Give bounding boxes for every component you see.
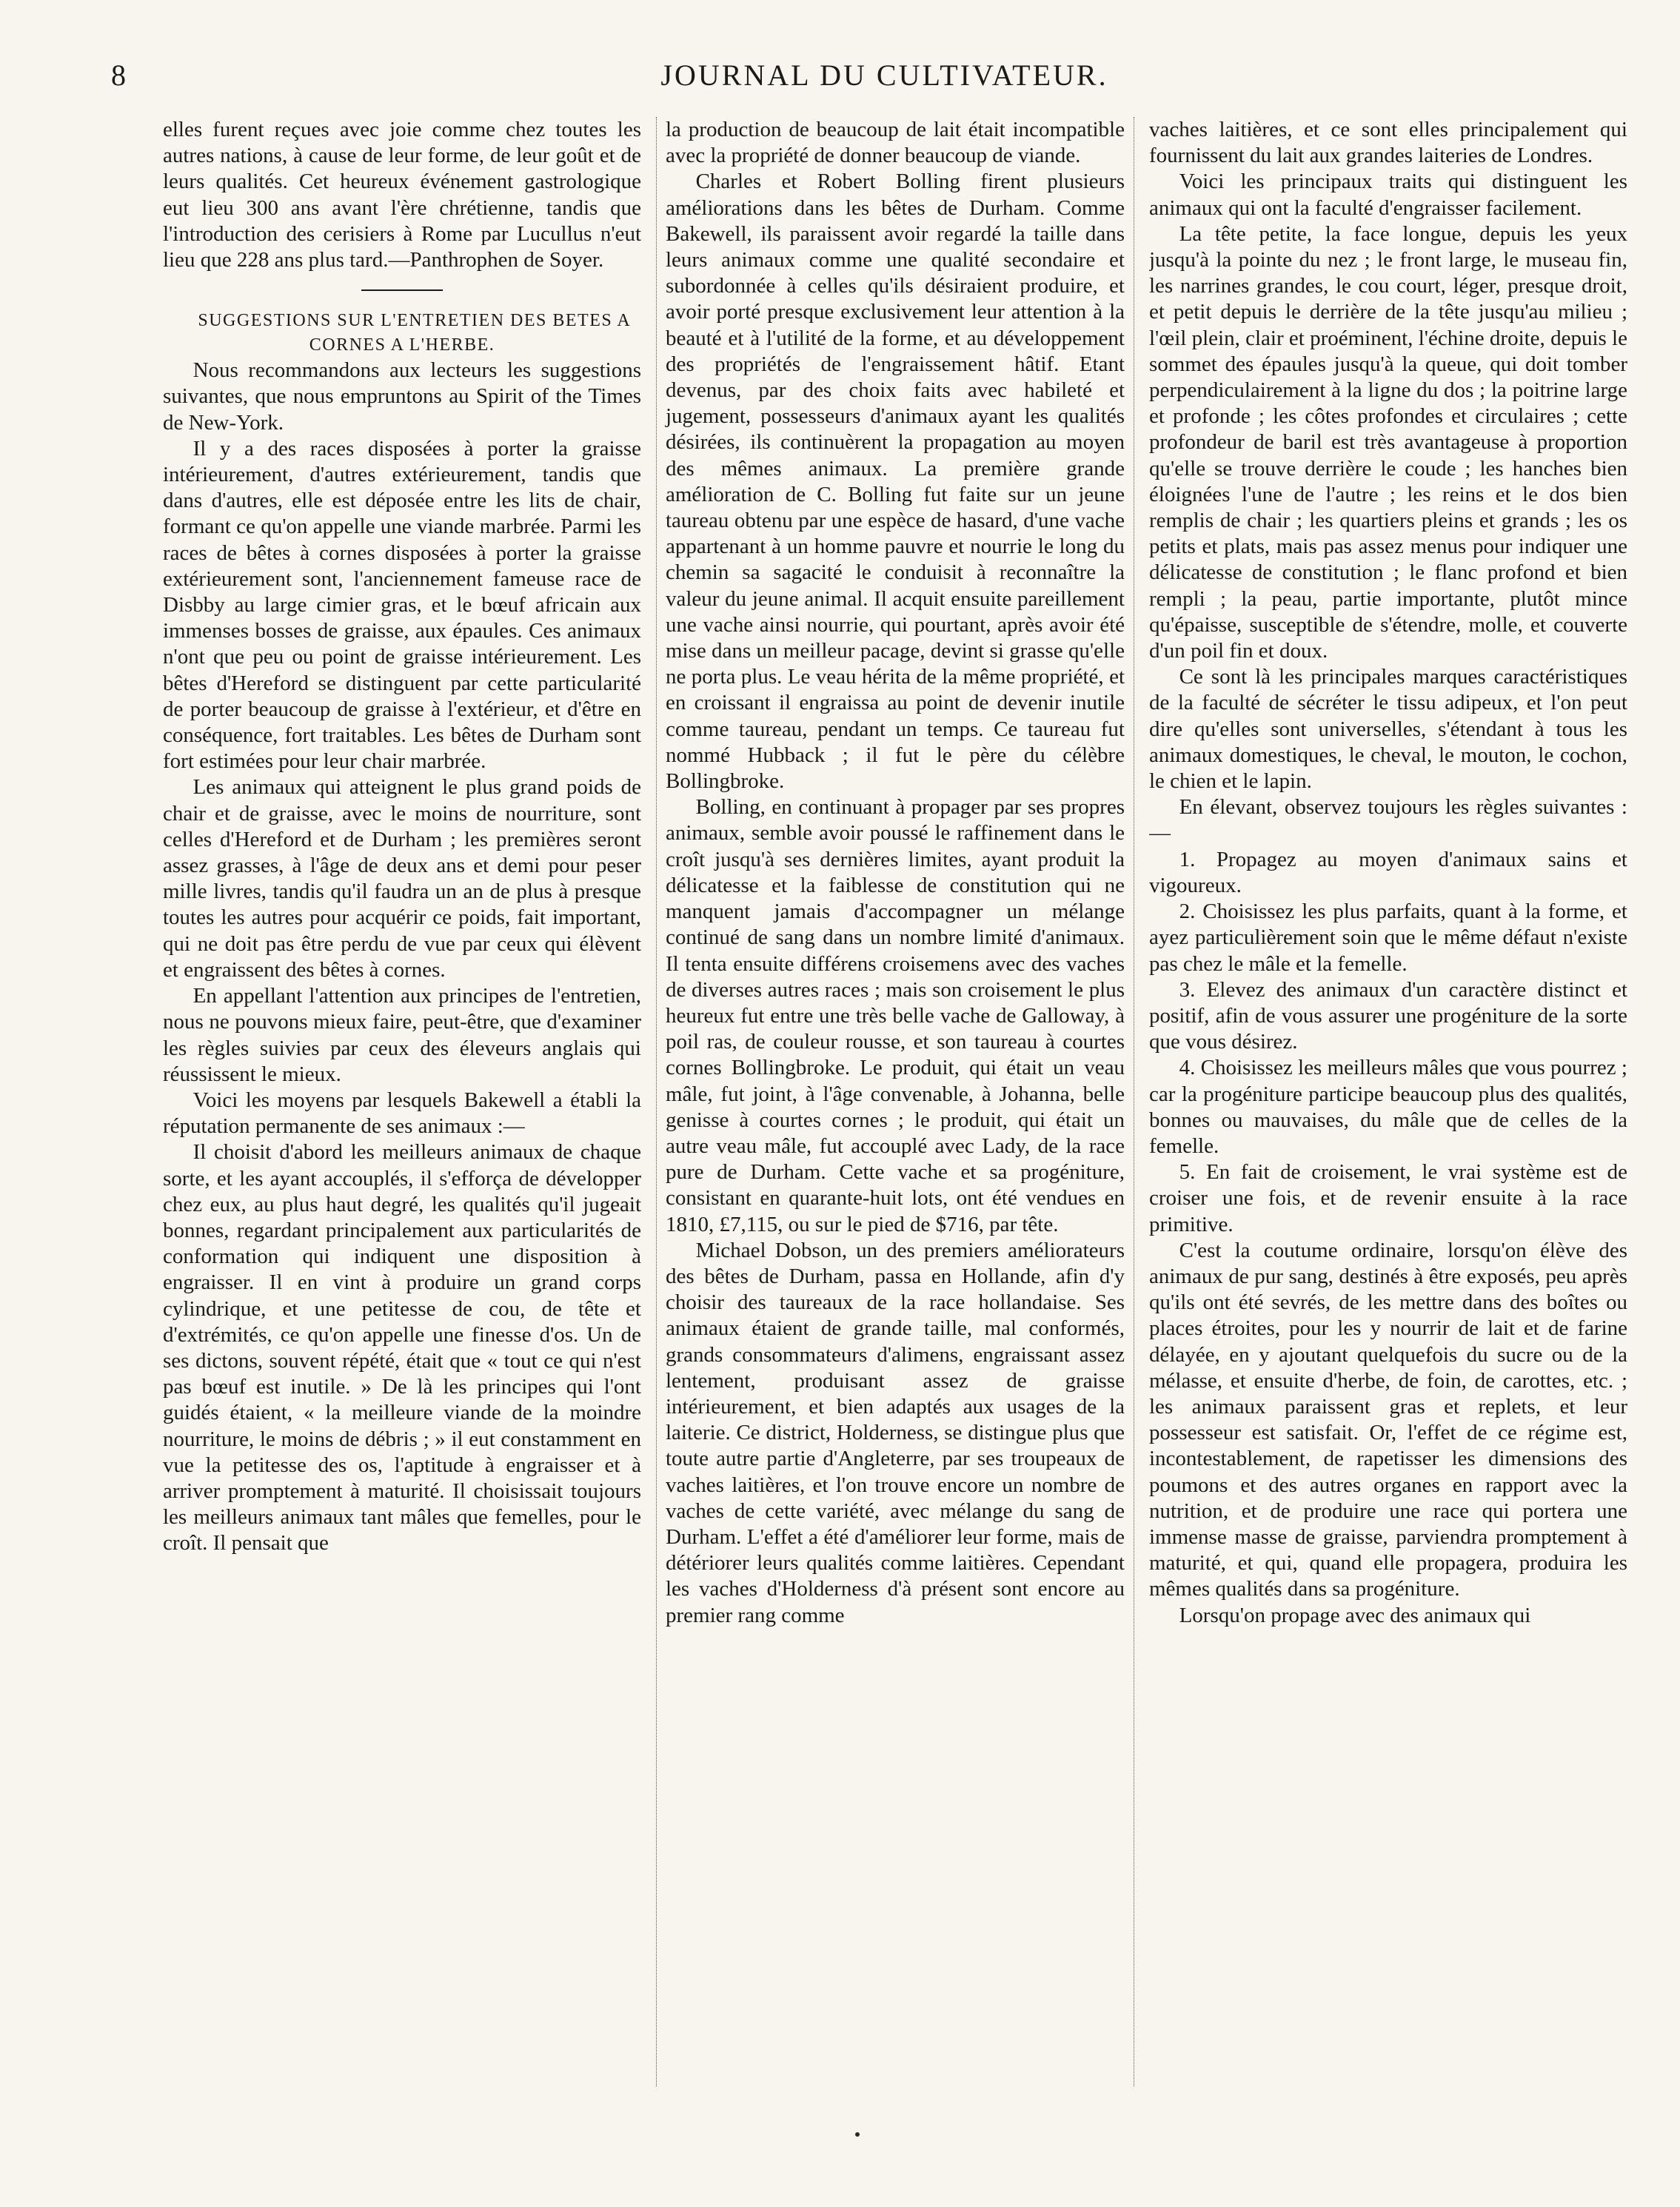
paragraph: la production de beaucoup de lait était incompatible avec la propriété de donner beaucoup de viande. bbox=[666, 118, 1125, 168]
paragraph: Il choisit d'abord les meilleurs animaux de chaque sorte, et les ayant accouplés, il s'efforça de développer chez eux, au plus haut degré, les qualités qu'il jugeait bonnes, regardant principalement aux particularités de conformation qui indiquent une disposition à engraisser. Il en vint à produire un grand corps cylindrique, et une petitesse de cou, de tête et d'extrémités, ce qu'on appelle une finesse d'os. Un de ses dictons, souvent répété, était que « tout ce qui n'est pas bœuf est inutile. » De là les principes qui l'ont guidés étaient, « la meilleure viande de la moindre nourriture, le moins de débris ; » il eut constamment en vue la petitesse des os, l'aptitude à engraisser et à arriver promptement à maturité. Il choisissait toujours les meilleurs animaux tant mâles que femelles, pour le croît. Il pensait que bbox=[163, 1140, 641, 1555]
rule-item: 5. En fait de croisement, le vrai système est de croiser une fois, et de revenir ensuite à la race primitive. bbox=[1149, 1160, 1627, 1236]
print-speck bbox=[855, 2132, 860, 2137]
section-heading: SUGGESTIONS SUR L'ENTRETIEN DES BETES A CORNES A L'HERBE. bbox=[198, 311, 632, 355]
page-number: 8 bbox=[111, 58, 127, 92]
rule-item: 2. Choisissez les plus parfaits, quant à la forme, et ayez particulièrement soin que le même défaut n'existe pas chez le mâle et la femelle. bbox=[1149, 900, 1627, 976]
section-divider bbox=[361, 289, 443, 291]
paragraph: Il y a des races disposées à porter la graisse intérieurement, d'autres extérieurement, tandis que dans d'autres, elle est déposée entre les lits de chair, formant ce qu'on appelle une viande marbrée. Parmi les races de bêtes à cornes disposées à porter la graisse extérieurement sont, l'anciennement fameuse race de Disbby au large cimier gras, et le bœuf africain aux immenses bosses de graisse, aux épaules. Ces animaux n'ont que peu ou point de graisse intérieurement. Les bêtes d'Hereford se distinguent par cette particularité de porter beaucoup de graisse à l'extérieur, et d'être en conséquence, fort traitables. Les bêtes de Durham sont fort estimées pour leur chair marbrée. bbox=[163, 436, 641, 774]
journal-title: JOURNAL DU CULTIVATEUR. bbox=[660, 58, 1108, 92]
page-header bbox=[111, 58, 1628, 99]
paragraph: Charles et Robert Bolling firent plusieurs améliorations dans les bêtes de Durham. Comme Bakewell, ils paraissent avoir regardé la taille dans leurs animaux comme une qualité secondaire et subordonnée à celles qu'ils désiraient produire, et avoir porté presque exclusivement leur attention à la beauté et à l'utilité de la forme, et au développement des propriétés de l'engraissement hâtif. Etant devenus, par des choix faits avec habileté et jugement, possesseurs d'animaux ayant les qualités désirées, ils continuèrent la propagation au moyen des mêmes animaux. La première grande amélioration de C. Bolling fut faite sur un jeune taureau obtenu par une espèce de hasard, d'une vache appartenant à un homme pauvre et nourrie le long du chemin sa sagacité le conduisit à reconnaître la valeur du jeune animal. Il acquit ensuite pareillement une vache ainsi nourrie, qui pourtant, après avoir été mise dans un meilleur pacage, devint si grasse qu'elle ne porta plus. Le veau hérita de la même propriété, et en croissant il engraissa au point de devenir inutile comme taureau, pendant un temps. Ce taureau fut nommé Hubback ; il fut le père du célèbre Bollingbroke. bbox=[666, 170, 1125, 794]
paragraph: Voici les moyens par lesquels Bakewell a établi la réputation permanente de ses animaux :— bbox=[163, 1088, 641, 1139]
paragraph: C'est la coutume ordinaire, lorsqu'on élève des animaux de pur sang, destinés à être exposés, peu après qu'ils ont été sevrés, de les mettre dans des boîtes ou places étroites, pour les y nourrir de lait et de farine délayée, en y ajoutant quelquefois du sucre ou de la mélasse, et ensuite d'herbe, de foin, de carottes, etc. ; les animaux paraissent gras et replets, et leur possesseur est satisfait. Or, l'effet de ce régime est, incontestablement, de rapetisser les dimensions des poumons et des autres organes en rapport avec la nutrition, et de produire une race qui portera une immense masse de graisse, parviendra promptement à maturité, et qui, quand elle propagera, produira les mêmes qualités dans sa progéniture. bbox=[1149, 1238, 1627, 1601]
paragraph: Voici les principaux traits qui distinguent les animaux qui ont la faculté d'engraisser facilement. bbox=[1149, 170, 1627, 220]
paragraph: Michael Dobson, un des premiers améliorateurs des bêtes de Durham, passa en Hollande, afin d'y choisir des taureaux de la race hollandaise. Ses animaux étaient de grande taille, mal conformés, grands consommateurs d'alimens, engraissant assez lentement, produisant assez de graisse intérieurement, et bien adaptés aux usages de la laiterie. Ce district, Holderness, se distingue plus que toute autre partie d'Angleterre, par ses troupeaux de vaches laitières, et l'on trouve encore un nombre de vaches de cette variété, avec mélange du sang de Durham. L'effet a été d'améliorer leur forme, mais de détériorer leurs qualités comme laitières. Cependant les vaches d'Holderness d'à présent sont encore au premier rang comme bbox=[666, 1238, 1125, 1627]
rule-item: 3. Elevez des animaux d'un caractère distinct et positif, afin de vous assurer une progéniture de la sorte que vous désirez. bbox=[1149, 977, 1627, 1054]
paragraph: Les animaux qui atteignent le plus grand poids de chair et de graisse, avec le moins de nourriture, sont celles d'Hereford et de Durham ; les premières seront assez grasses, à l'âge de deux ans et demi pour peser mille livres, tandis qu'il faudra un an de plus à presque toutes les autres pour acquérir ce poids, fait important, qui ne doit pas être perdu de vue par ceux qui élèvent et engraissent des bêtes à cornes. bbox=[163, 775, 641, 982]
rule-item: 4. Choisissez les meilleurs mâles que vous pourrez ; car la progéniture participe beaucoup plus des qualités, bonnes ou mauvaises, du mâle que de celles de la femelle. bbox=[1149, 1056, 1627, 1158]
column-1 bbox=[163, 117, 641, 2086]
paragraph: En élevant, observez toujours les règles suivantes :— bbox=[1149, 795, 1627, 845]
paragraph: Lorsqu'on propage avec des animaux qui bbox=[1179, 1603, 1531, 1627]
paragraph: vaches laitières, et ce sont elles principalement qui fournissent du lait aux grandes laiteries de Londres. bbox=[1149, 118, 1627, 168]
article-columns bbox=[163, 117, 1628, 2086]
column-3 bbox=[1149, 117, 1627, 2086]
rule-item: 1. Propagez au moyen d'animaux sains et vigoureux. bbox=[1149, 847, 1627, 897]
paragraph: En appellant l'attention aux principes de l'entretien, nous ne pouvons mieux faire, peut-être, que d'examiner les règles suivies par ceux des éleveurs anglais qui réussissent le mieux. bbox=[163, 984, 641, 1086]
paragraph: La tête petite, la face longue, depuis les yeux jusqu'à la pointe du nez ; le front large, le museau fin, les narrines grandes, le cou court, léger, presque droit, et petit depuis le derrière de la tête jusqu'au milieu ; l'œil plein, clair et proéminent, l'échine droite, depuis le sommet des épaules jusqu'à la queue, qui doit tomber perpendiculairement à la ligne du dos ; la poitrine large et profonde ; les côtes profondes et circulaires ; cette profondeur de baril est très avantageuse à proportion qu'elle se trouve derrière le coude ; les hanches bien éloignées l'une de l'autre ; les reins et le dos bien remplis de chair ; les quartiers pleins et grands ; les os petits et plats, mais pas assez menus pour indiquer une délicatesse de constitution ; le flanc profond et bien rempli ; la peau, partie importante, plutôt mince qu'épaisse, susceptible de s'étendre, molle, et couverte d'un poil fin et doux. bbox=[1149, 221, 1627, 663]
column-2 bbox=[656, 117, 1134, 2086]
paragraph: Bolling, en continuant à propager par ses propres animaux, semble avoir poussé le raffinement dans le croît jusqu'à ses dernières limites, ayant produit la délicatesse et la faiblesse de constitution qui ne manquent jamais d'accompagner un mélange continué de sang dans un nombre limité d'animaux. Il tenta ensuite différens croisemens avec des vaches de diverses autres races ; mais son croisement le plus heureux fut entre une très belle vache de Galloway, à poil ras, de couleur rousse, et son taureau à courtes cornes Bollingbroke. Le produit, qui était un veau mâle, fut joint, à l'âge convenable, à Johanna, belle genisse à courtes cornes ; le produit, qui était un autre veau mâle, fut accouplé avec Lady, de la race pure de Durham. Cette vache et sa progéniture, consistant en quarante-huit lots, ont été vendues en 1810, £7,115, ou sur le pied de $716, par tête. bbox=[666, 795, 1125, 1236]
paragraph: Nous recommandons aux lecteurs les suggestions suivantes, que nous empruntons au Spirit of the Times de New-York. bbox=[163, 358, 641, 435]
paragraph: elles furent reçues avec joie comme chez toutes les autres nations, à cause de leur forme, de leur goût et de leurs qualités. Cet heureux événement gastrologique eut lieu 300 ans avant l'ère chrétienne, tandis que l'introduction des cerisiers à Rome par Lucullus n'eut lieu que 228 ans plus tard.—Panthrophen de Soyer. bbox=[163, 118, 641, 272]
paragraph: Ce sont là les principales marques caractéristiques de la faculté de sécréter le tissu adipeux, et l'on peut dire qu'elles sont universelles, s'étendant à tous les animaux domestiques, le cheval, le mouton, le cochon, le chien et le lapin. bbox=[1149, 665, 1627, 794]
